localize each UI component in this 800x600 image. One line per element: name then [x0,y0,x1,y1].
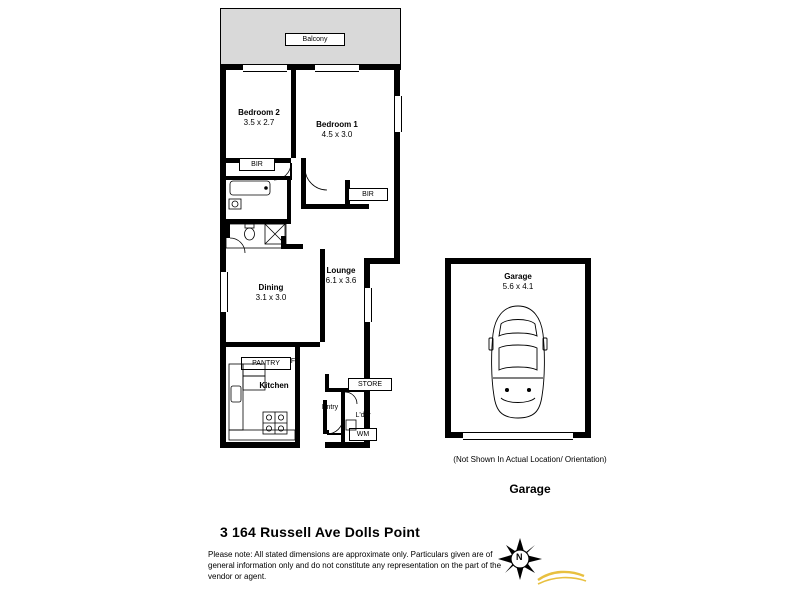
annotation-fridge: F [290,358,296,365]
annotation-pantry: PANTRY [241,357,291,370]
room-label-bedroom-1: Bedroom 1 4.5 x 3.0 [316,120,358,139]
garage-plan [445,258,615,448]
page-title: 3 164 Russell Ave Dolls Point [219,524,421,540]
room-label-balcony: Balcony [285,33,345,46]
room-label-bedroom-2: Bedroom 2 3.5 x 2.7 [238,108,280,127]
disclaimer-text: Please note: All stated dimensions are approximate only. Particulars given are of general information only and do not constitute any representation on the part of the vendor or agent. [208,550,502,581]
garage-title: Garage [509,482,551,496]
annotation-wm: WM [349,428,377,441]
compass-rose [492,536,602,592]
room-label-lounge: Lounge 6.1 x 3.6 [325,266,357,285]
annotation-bir-bed2: BIR [239,158,275,171]
annotation-entry: Entry [321,404,339,411]
room-label-dining: Dining 3.1 x 3.0 [255,283,287,302]
room-label-garage: Garage 5.6 x 4.1 [502,272,534,291]
car-icon [445,258,591,438]
apartment-plan [215,8,405,448]
compass-north-label: N [516,552,523,562]
annotation-store: STORE [348,378,392,391]
annotation-bir-bed1: BIR [348,188,388,201]
room-label-kitchen: Kitchen [259,381,289,390]
garage-location-note: (Not Shown In Actual Location/ Orientation) [453,455,607,464]
annotation-laundry: L'dry [355,412,371,419]
fixtures-svg [215,8,405,448]
